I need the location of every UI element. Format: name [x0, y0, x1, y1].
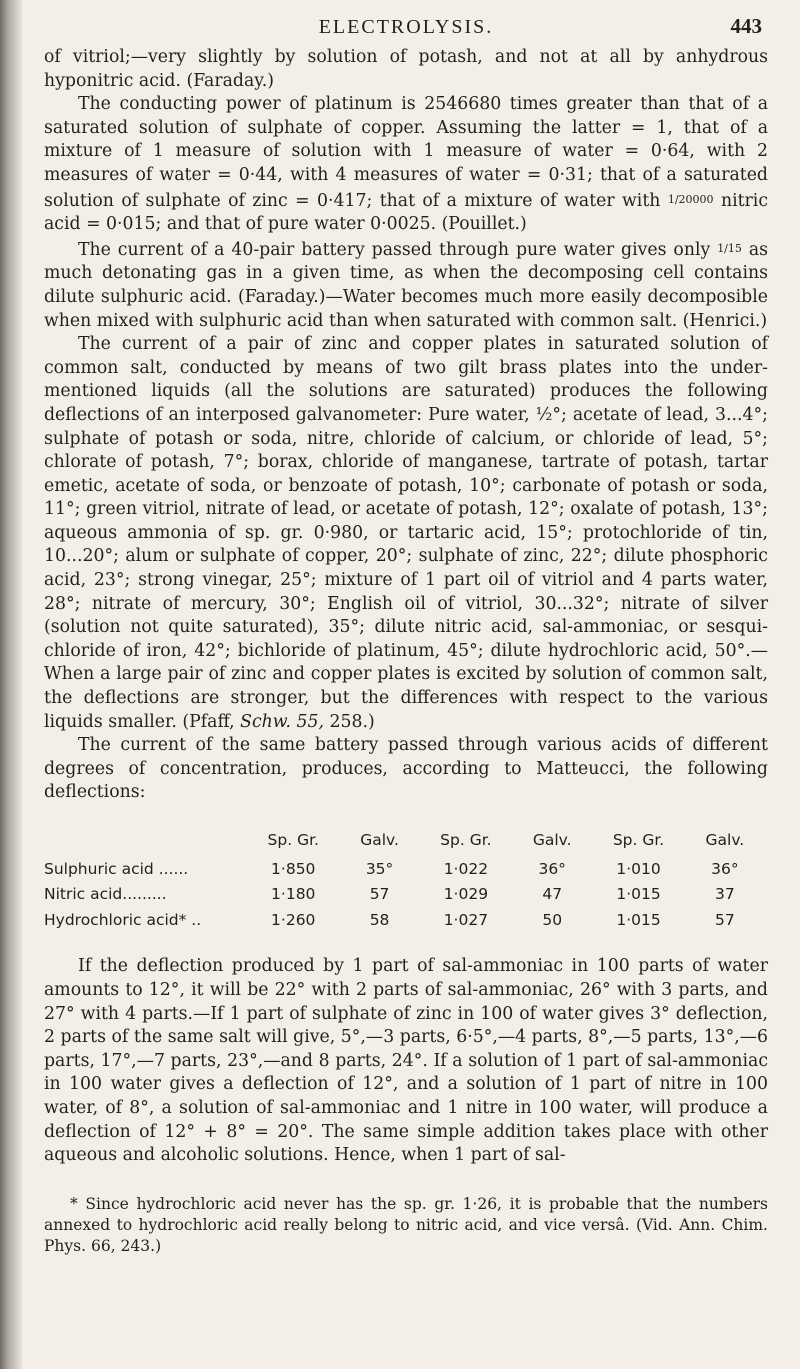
- table-header-cell: Galv.: [360, 831, 399, 849]
- table-cell: Hydrochloric acid* ..: [44, 910, 202, 929]
- table-cell: 35°: [365, 859, 394, 878]
- footnote: [44, 1194, 768, 1257]
- table-row: [44, 857, 762, 883]
- table-cell: Nitric acid.........: [44, 885, 167, 904]
- table-row: [44, 908, 762, 934]
- table-cell: 37: [715, 885, 735, 904]
- running-head: ELECTROLYSIS.: [318, 16, 494, 38]
- fraction-one-twenty-thousand: 1/20000: [667, 192, 714, 206]
- paragraph-3: [44, 237, 768, 333]
- table-cell: Sulphuric acid ......: [44, 859, 189, 878]
- table-header-row: [44, 827, 762, 857]
- body-text: [44, 46, 768, 1168]
- table-cell: 1·180: [271, 885, 316, 904]
- table-header-cell: Sp. Gr.: [267, 831, 319, 849]
- fraction-one-fifteenth: 1/15: [717, 241, 742, 255]
- table-cell: 57: [715, 910, 735, 929]
- table-cell: 58: [369, 910, 390, 929]
- paragraph-4-text: The current of a pair of zinc and copper plates in saturated solution of common salt, conducted by means of two gilt brass plates into the under-mentioned liquids (all the solutions are saturated) produces the following deflections of an interposed galvanometer: Pure water, ½°; acetate of lead, 3...4°; sulphate of potash or soda, nitre, chloride of calcium, or chloride of lead, 5°; chlorate of potash, 7°; borax, chloride of manganese, tartrate of potash, tartar emetic, acetate of soda, or benzoate of potash, 10°; carbonate of potash or soda, 11°; green vitriol, nitrate of lead, or acetate of potash, 12°; oxalate of potash, 13°; aqueous ammonia of sp. gr. 0·980, or tartaric acid, 15°; protochloride of tin, 10...20°; alum or sulphate of copper, 20°; sulphate of zinc, 22°; dilute phosphoric acid, 23°; strong vinegar, 25°; mixture of 1 part oil of vitriol and 4 parts water, 28°; nitrate of mercury, 30°; English oil of vitriol, 30...32°; nitrate of silver (solution not quite saturated), 35°; dilute nitric acid, sal-ammoniac, or sesqui-chloride of iron, 42°; bichloride of platinum, 45°; dilute hydrochloric acid, 50°.—When a large pair of zinc and copper plates is excited by solution of common salt, the deflections are stronger, but the differences with respect to the various liquids smaller. (Pfaff,: [44, 334, 768, 732]
- table-cell: 1·850: [271, 859, 316, 878]
- deflection-table: [44, 827, 762, 933]
- table-cell: 47: [542, 885, 563, 904]
- paragraph-5: The current of the same battery passed through various acids of different degrees of concentration, produces, according to Matteucci, the following deflections:: [44, 735, 768, 803]
- table-cell: 1·260: [271, 910, 316, 929]
- table-header-cell: Galv.: [705, 831, 745, 849]
- paragraph-3-tail: as much detonating gas in a given time, as when the decomposing cell contains dilute sulphuric acid. (Faraday.)—Water becomes much more easily decomposible when mixed with sulphuric acid than when saturated with common salt. (Henrici.): [44, 239, 768, 331]
- paragraph-2-tail: nitric acid = 0·015; and that of pure water 0·0025. (Pouillet.): [44, 190, 769, 235]
- book-page: [44, 12, 768, 1257]
- table-header-cell: Sp. Gr.: [440, 831, 492, 849]
- paragraph-1: of vitriol;—very slightly by solution of potash, and not at all by anhydrous hyponitric acid. (Faraday.): [44, 47, 768, 91]
- page-number: 443: [730, 14, 762, 38]
- table-header-cell: Sp. Gr.: [612, 831, 665, 849]
- page-header: [44, 12, 768, 46]
- table-cell: 1·029: [443, 885, 489, 904]
- table-cell: 1·015: [616, 885, 661, 904]
- table-cell: 1·015: [616, 910, 661, 929]
- table-row: [44, 882, 762, 908]
- table-cell: 57: [369, 885, 390, 904]
- paragraph-4-tail: 258.): [329, 711, 375, 732]
- table-header-cell: Galv.: [532, 831, 572, 849]
- table-cell: 36°: [538, 859, 566, 878]
- table-cell: 1·010: [616, 859, 661, 878]
- closing-paragraph: If the deflection produced by 1 part of sal-ammoniac in 100 parts of water amounts to 12°, it will be 22° with 2 parts of sal-ammoniac, 26° with 3 parts, and 27° with 4 parts.—If 1 part of sulphate of zinc in 100 of water gives 3° deflection, 2 parts of the same salt will give, 5°,—3 parts, 6·5°,—4 parts, 8°,—5 parts, 13°,—6 parts, 17°,—7 parts, 23°,—and 8 parts, 24°. If a solution of 1 part of sal-ammoniac in 100 water gives a deflection of 12°, and a solution of 1 part of nitre in 100 water, of 8°, a solution of sal-ammoniac and 1 nitre in 100 water, will produce a deflection of 12° + 8° = 20°. The same simple addition takes place with other aqueous and alcoholic solutions. Hence, when 1 part of sal-: [44, 956, 768, 1166]
- paragraph-2-text: The conducting power of platinum is 2546680 times greater than that of a saturated solution of sulphate of copper. Assuming the latter = 1, that of a mixture of 1 measure of solution with 1 measure of water = 0·64, with 2 measures of water = 0·44, with 4 measures of water = 0·31; that of a saturated solution of sulphate of zinc = 0·417; that of a mixture of water with: [44, 94, 768, 211]
- table-cell: 1·027: [443, 910, 489, 929]
- table-header-cell: [44, 827, 244, 857]
- table-cell: 1·022: [443, 859, 489, 878]
- page-binding-edge: [0, 0, 22, 1369]
- paragraph-3-text: The current of a 40-pair battery passed through pure water gives only: [78, 239, 711, 260]
- paragraph-2: [44, 93, 768, 237]
- table-cell: 36°: [711, 859, 739, 878]
- schweigger-journal-ref: Schw. 55,: [240, 711, 324, 732]
- paragraph-4: [44, 333, 768, 734]
- footnote-text: * Since hydrochloric acid never has the sp. gr. 1·26, it is probable that the numbers annexed to hydrochloric acid really belong to nitric acid, and vice versâ. (Vid. Ann. Chim. Phys. 66, 243.): [44, 1194, 768, 1255]
- table-cell: 50: [542, 910, 563, 929]
